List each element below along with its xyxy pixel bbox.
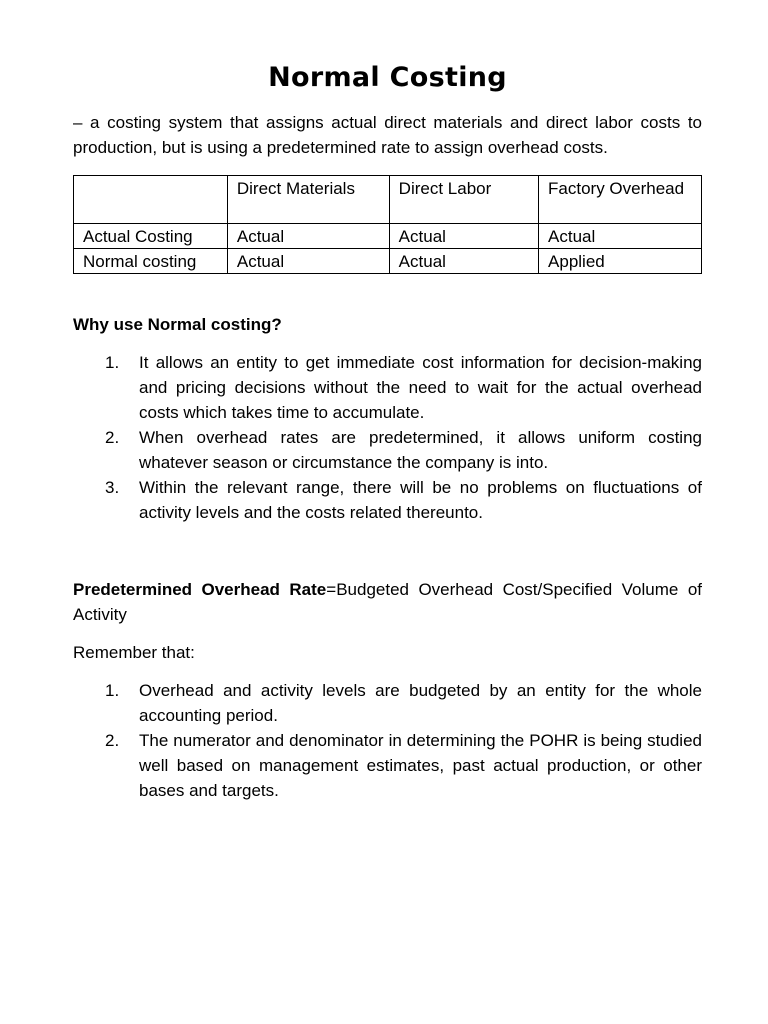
list-item-text: Overhead and activity levels are budgeted by an entity for the whole accounting period.	[139, 681, 702, 725]
costing-comparison-table	[73, 175, 702, 274]
table-cell: Actual	[227, 224, 389, 249]
why-list	[73, 350, 702, 525]
table-row	[74, 249, 702, 274]
table-cell: Actual Costing	[74, 224, 228, 249]
remember-heading: Remember that:	[73, 643, 195, 662]
table-cell: Actual	[539, 224, 702, 249]
list-item	[73, 425, 702, 475]
formula-definition: =Budgeted Overhead Cost/Specified Volume of Activity	[73, 580, 703, 624]
document-page	[73, 58, 702, 803]
table-cell: Normal costing	[74, 249, 228, 274]
formula-term: Predetermined Overhead Rate	[73, 580, 327, 599]
intro-paragraph: – a costing system that assigns actual direct materials and direct labor costs to production, but is using a predetermined rate to assign overhead costs.	[73, 113, 702, 157]
table-header-row	[74, 176, 702, 224]
why-heading: Why use Normal costing?	[73, 315, 282, 334]
list-item-number: 2.	[105, 731, 120, 750]
table-header-cell: Factory Overhead	[539, 176, 702, 224]
table-row	[74, 224, 702, 249]
table-header-cell: Direct Materials	[227, 176, 389, 224]
list-item-number: 1.	[105, 681, 120, 700]
list-item-text: When overhead rates are predetermined, it allows uniform costing whatever season or circumstance the company is into.	[139, 428, 702, 472]
remember-list	[73, 678, 702, 803]
table-cell: Applied	[539, 249, 702, 274]
list-item	[73, 475, 702, 525]
list-item	[73, 728, 702, 803]
list-item	[73, 678, 702, 728]
list-item-text: Within the relevant range, there will be no problems on fluctuations of activity levels and the costs related thereunto.	[139, 478, 702, 522]
list-item-number: 2.	[105, 428, 120, 447]
table-cell: Actual	[389, 249, 538, 274]
table-cell: Actual	[227, 249, 389, 274]
pohr-formula	[73, 577, 702, 627]
page-title: Normal Costing	[268, 62, 507, 93]
table-header-cell	[74, 176, 228, 224]
list-item-text: The numerator and denominator in determining the POHR is being studied well based on management estimates, past actual production, or other bases and targets.	[139, 731, 702, 800]
list-item-number: 1.	[105, 353, 120, 372]
list-item	[73, 350, 702, 425]
table-header-cell: Direct Labor	[389, 176, 538, 224]
list-item-number: 3.	[105, 478, 120, 497]
list-item-text: It allows an entity to get immediate cost information for decision-making and pricing decisions without the need to wait for the actual overhead costs which takes time to accumulate.	[139, 353, 702, 422]
table-cell: Actual	[389, 224, 538, 249]
